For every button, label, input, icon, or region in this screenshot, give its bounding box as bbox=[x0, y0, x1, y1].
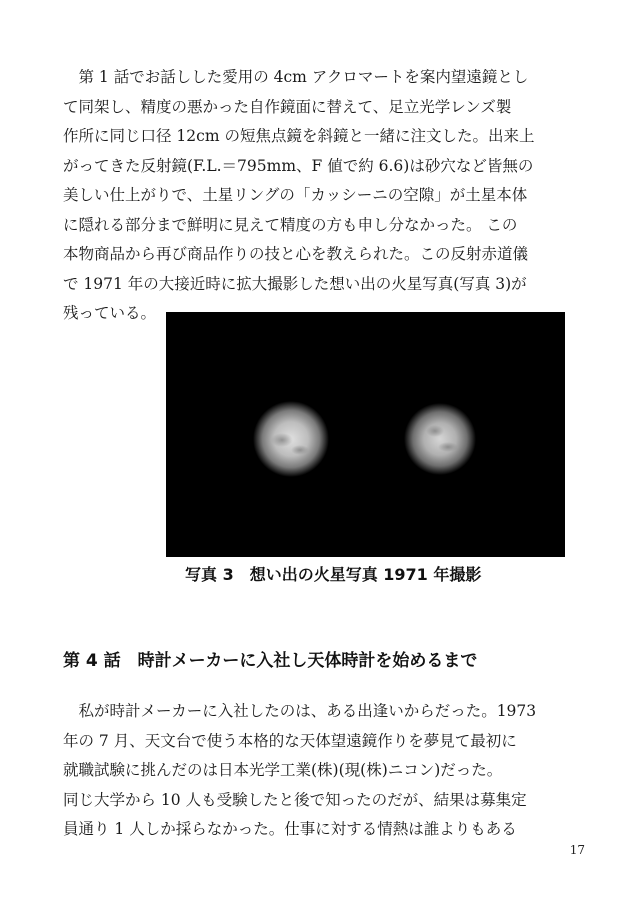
text-line: 私が時計メーカーに入社したのは、ある出逢いからだった。1973 bbox=[63, 702, 537, 720]
text-line: 残っている。 bbox=[63, 304, 157, 322]
text-line: 第 1 話でお話しした愛用の 4cm アクロマートを案内望遠鏡とし bbox=[63, 68, 529, 86]
text-line: に隠れる部分まで鮮明に見えて精度の方も申し分なかった。 この bbox=[63, 215, 518, 234]
paragraph-telescope-mirror bbox=[63, 63, 584, 329]
text-line: 員通り 1 人しか採らなかった。仕事に対する情熱は誰よりもある bbox=[63, 820, 517, 838]
section-heading: 第 4 話 時計メーカーに入社し天体時計を始めるまで bbox=[63, 651, 478, 671]
text-line: で 1971 年の大接近時に拡大撮影した想い出の火星写真(写真 3)が bbox=[63, 274, 527, 293]
text-line: 本物商品から再び商品作りの技と心を教えられた。この反射赤道儀 bbox=[63, 245, 529, 263]
text-line: 作所に同じ口径 12cm の短焦点鏡を斜鏡と一緒に注文した。出来上 bbox=[63, 127, 535, 145]
text-line: 同じ大学から 10 人も受験したと後で知ったのだが、結果は募集定 bbox=[63, 790, 527, 809]
text-line: がってきた反射鏡(F.L.＝795mm、F 値で約 6.6)は砂穴など皆無の bbox=[63, 156, 534, 175]
text-line: 就職試験に挑んだのは日本光学工業(株)(現(株)ニコン)だった。 bbox=[63, 761, 503, 779]
mars-photo bbox=[166, 312, 565, 557]
text-line: て同架し、精度の悪かった自作鏡面に替えて、足立光学レンズ製 bbox=[63, 97, 512, 116]
text-line: 年の 7 月、天文台で使う本格的な天体望遠鏡作りを夢見て最初に bbox=[63, 731, 517, 750]
mars-photo-image bbox=[166, 312, 565, 557]
photo-caption: 写真 3 想い出の火星写真 1971 年撮影 bbox=[185, 565, 482, 584]
page-number: 17 bbox=[569, 843, 585, 857]
mars-disk-right bbox=[404, 403, 476, 475]
text-line: 美しい仕上がりで、土星リングの「カッシーニの空隙」が土星本体 bbox=[63, 186, 528, 204]
paragraph-watch-company bbox=[63, 697, 584, 845]
mars-disk-left bbox=[253, 401, 329, 477]
